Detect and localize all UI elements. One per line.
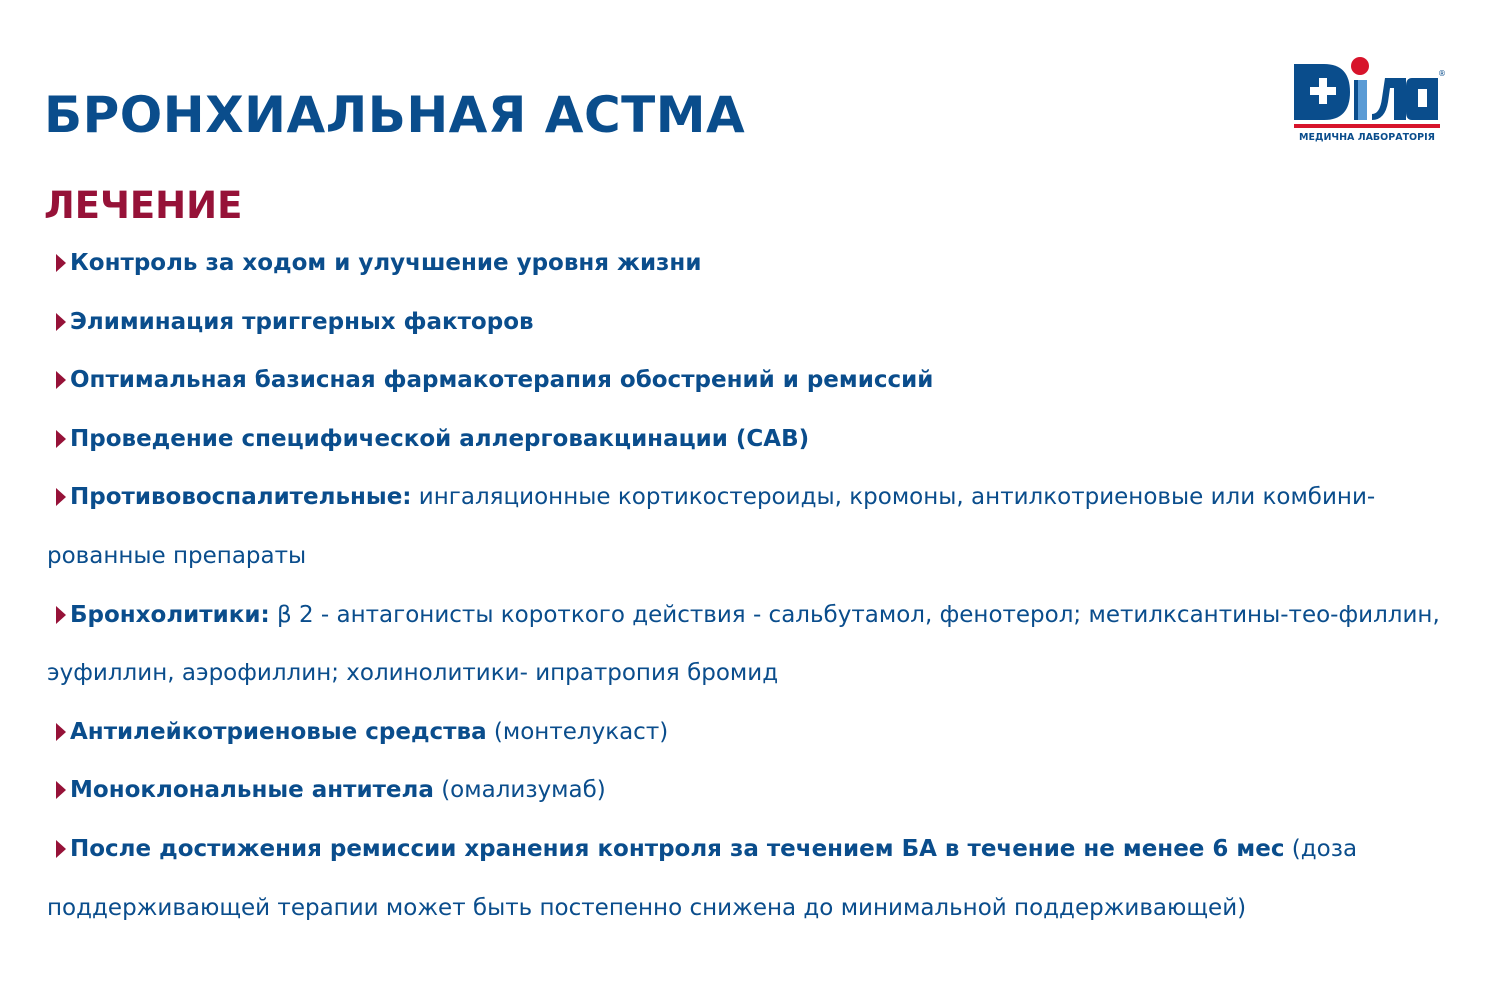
page-title: БРОНХИАЛЬНАЯ АСТМА (44, 85, 746, 144)
treatment-list (47, 234, 1467, 937)
bullet-arrow-icon (56, 254, 66, 272)
section-subtitle: ЛЕЧЕНИЕ (44, 183, 243, 227)
item-bold-text: После достижения ремиссии хранения контроля за течением БА в течение не менее 6 мес (70, 835, 1285, 862)
item-bold-text: Оптимальная базисная фармакотерапия обострений и ремиссий (70, 367, 934, 394)
list-item-monoclonal (47, 761, 1467, 820)
item-bold-text: Контроль за ходом и улучшение уровня жизни (70, 250, 702, 276)
list-item-sav (47, 410, 1467, 469)
bullet-arrow-icon (56, 840, 66, 858)
bullet-arrow-icon (56, 313, 66, 331)
list-item-remission (47, 820, 1467, 937)
item-normal-text: ингаляционные кортикостероиды, кромоны, антилкотриеновые или комбини-рованные препараты (47, 484, 1376, 569)
item-bold-text: Противовоспалительные: (70, 484, 412, 511)
item-bold-text: Бронхолитики: (70, 601, 270, 628)
bullet-arrow-icon (56, 606, 66, 624)
item-bold-text: Элиминация триггерных факторов (70, 308, 534, 335)
item-bold-text: Моноклональные антитела (70, 777, 434, 804)
item-bold-text: Проведение специфической аллерговакцинации (САВ) (70, 425, 810, 452)
list-item-control (47, 234, 1467, 293)
list-item-anti-inflammatory (47, 468, 1467, 585)
dila-logo (1288, 52, 1448, 148)
bullet-arrow-icon (56, 488, 66, 506)
item-normal-text: (доза поддерживающей терапии может быть постепенно снижена до минимальной поддерживающей) (47, 835, 1358, 921)
bullet-arrow-icon (56, 371, 66, 389)
bullet-arrow-icon (56, 723, 66, 741)
bullet-arrow-icon (56, 781, 66, 799)
list-item-elimination (47, 293, 1467, 352)
list-item-bronchodilators (47, 586, 1467, 703)
logo-tagline: МЕДИЧНА ЛАБОРАТОРІЯ (1299, 132, 1435, 143)
item-normal-text: (монтелукаст) (486, 718, 669, 745)
list-item-pharmacotherapy (47, 351, 1467, 410)
list-item-antileukotriene (47, 703, 1467, 762)
item-bold-text: Антилейкотриеновые средства (70, 718, 487, 745)
bullet-arrow-icon (56, 430, 66, 448)
item-normal-text: β 2 - антагонисты короткого действия - сальбутамол, фенотерол; метилксантины-тео-филлин, эуфиллин, аэрофиллин; холинолитики- ипратропия бромид (47, 601, 1440, 687)
item-normal-text: (омализумаб) (433, 777, 606, 804)
registered-mark: ® (1438, 69, 1446, 78)
